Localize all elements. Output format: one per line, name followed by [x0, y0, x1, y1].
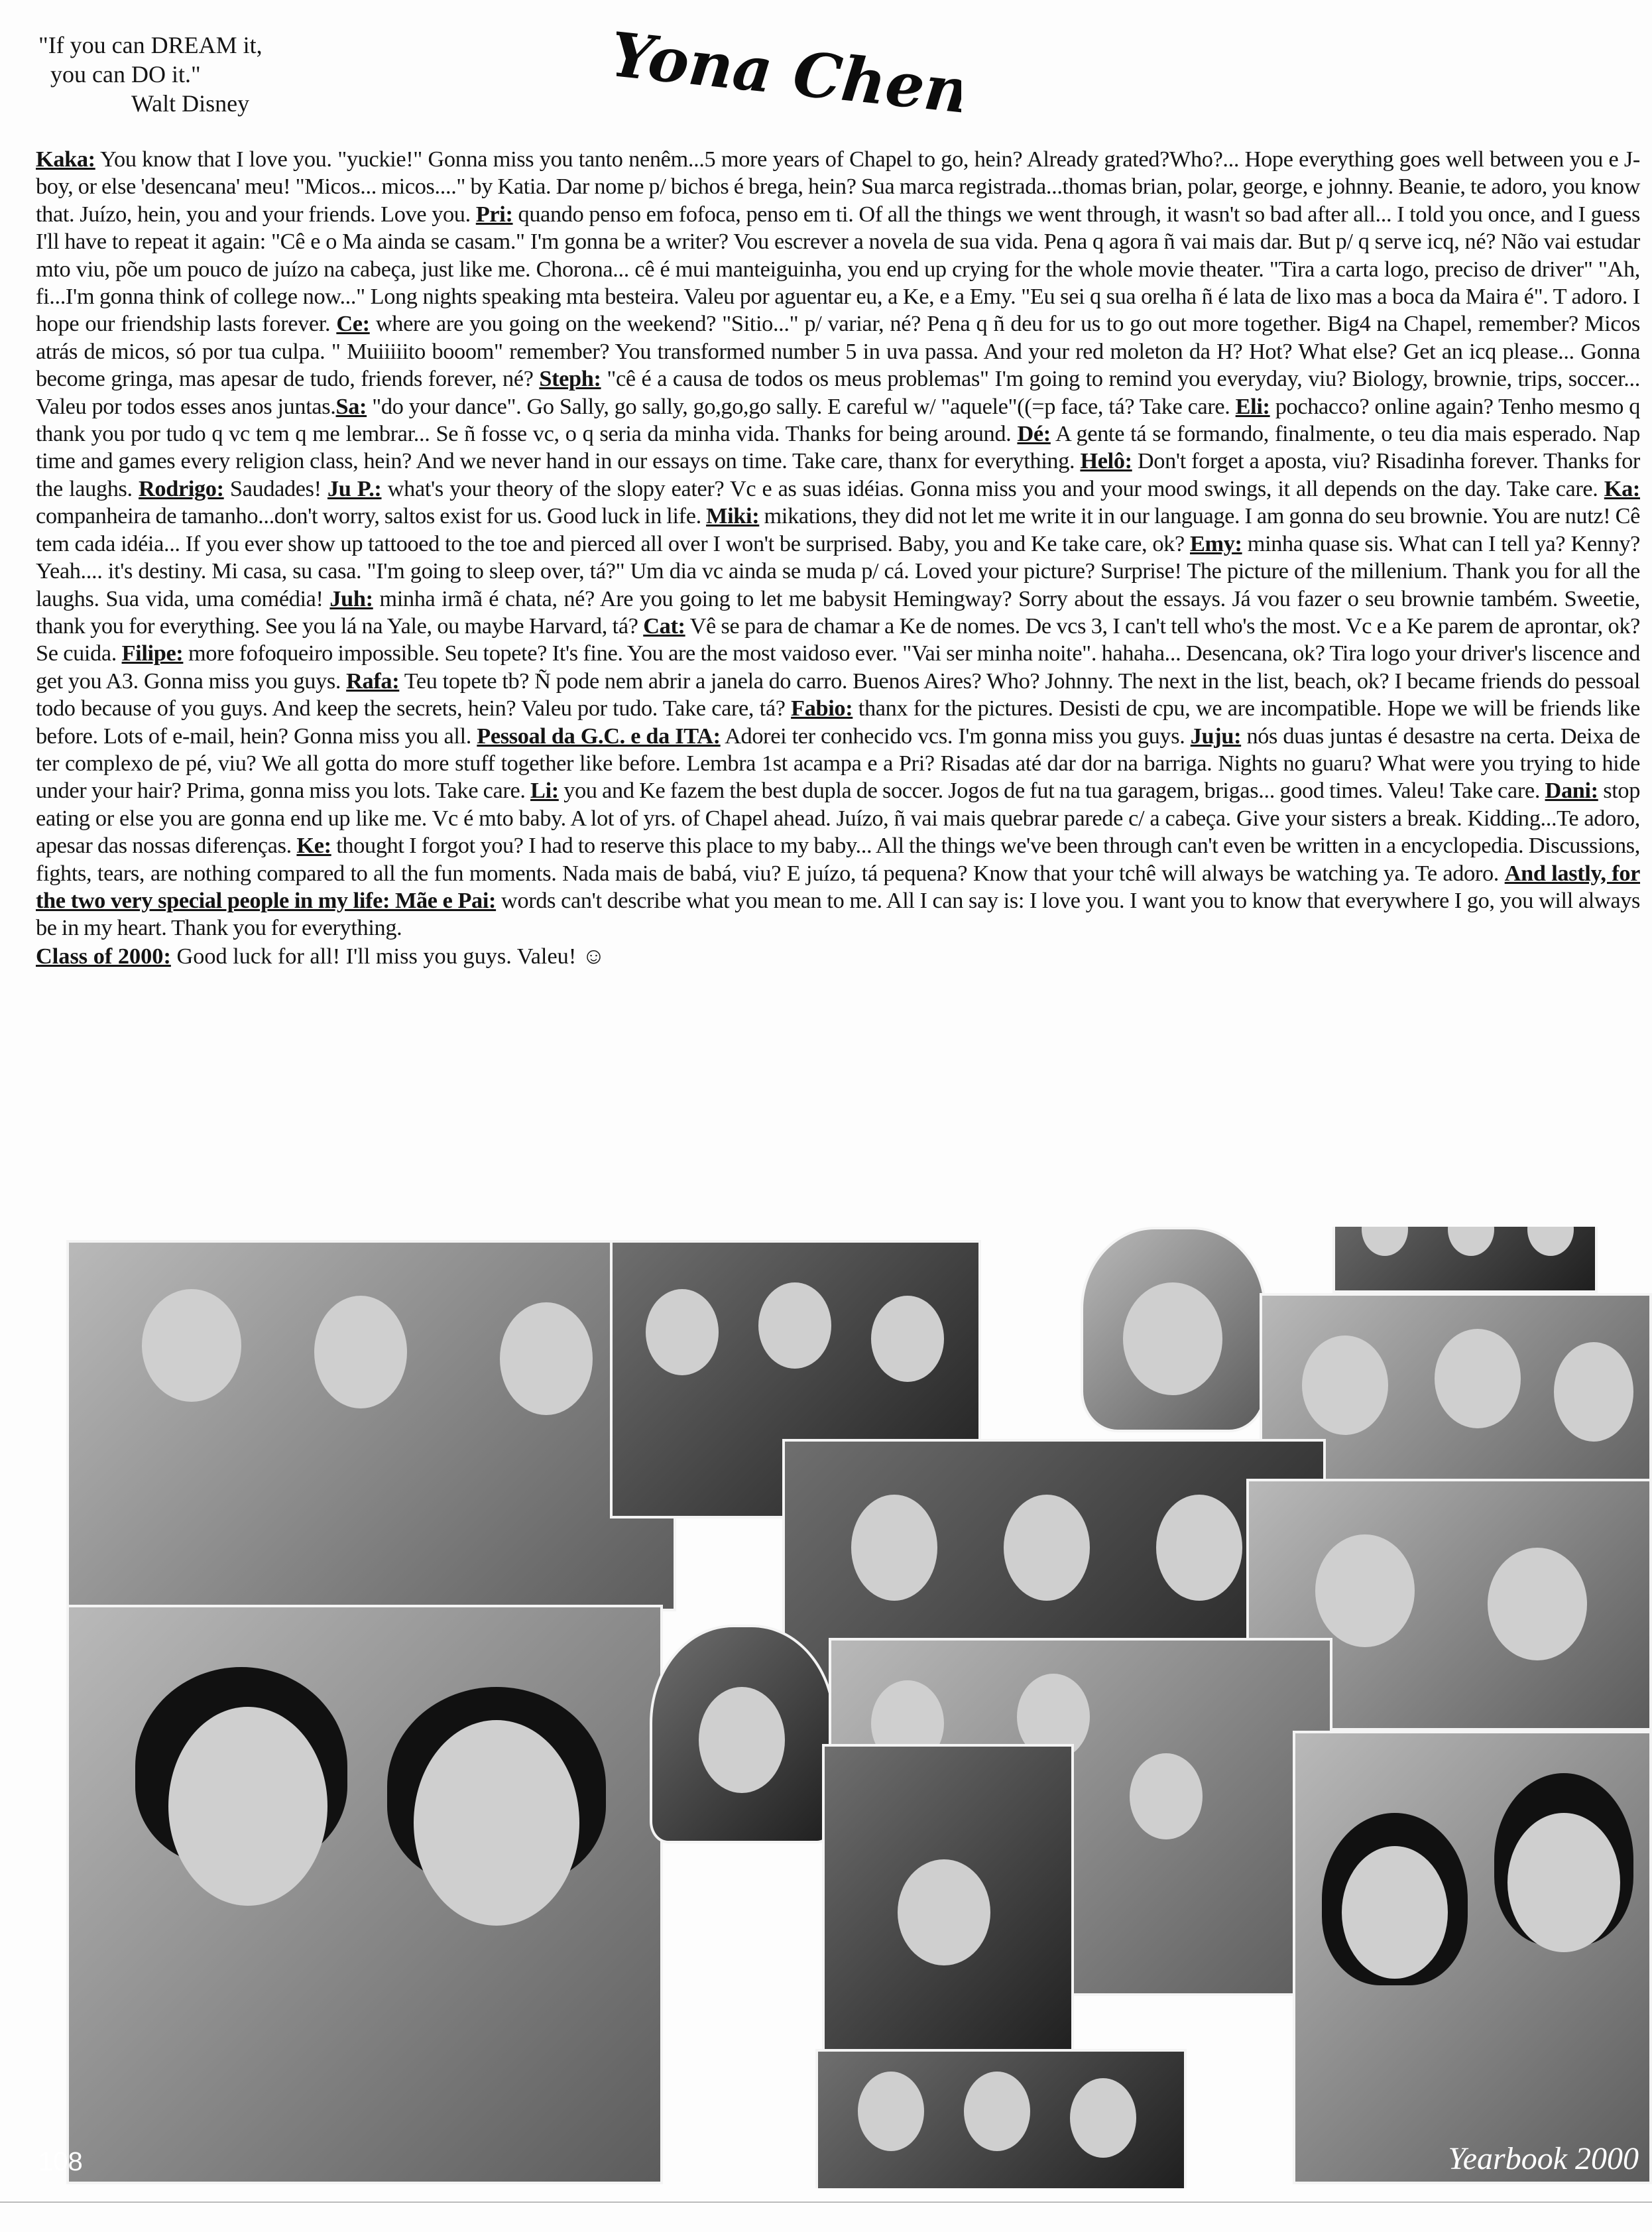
sign-off-name: Class of 2000:: [36, 944, 171, 969]
message-text: minha quase sis. What can I tell ya? Kenny? Yeah.... it's destiny. Mi casa, su casa. "I'm going to sleep over, tá?" Um dia vc ainda se muda p/ cá. Loved your picture? Surprise! The picture of the millenium. Thank you for all the laughs. Sua vida, uma comédia!: [36, 530, 1640, 611]
message-recipient-name: Ke:: [296, 833, 331, 859]
photo-boy-cap: [1081, 1227, 1266, 1432]
message-text: pochacco? online again? Tenho mesmo q thank you por tudo q vc tem q me lembrar... Se ñ fosse vc, o q seria da minha vida. Thanks for being around.: [36, 393, 1640, 447]
message-text: more fofoqueiro impossible. Seu topete? It's fine. You are the most vaidoso ever. "Vai ser minha noite". hahaha... Desencana, ok? Tira logo your driver's liscence and get you A3. Gonna miss you guys.: [36, 641, 1640, 694]
message-text: you and Ke fazem the best dupla de soccer. Jogos de fut na tua garagem, brigas... good times. Valeu! Take care.: [558, 778, 1545, 804]
message-recipient-name: Emy:: [1189, 530, 1242, 556]
message-text: quando penso em fofoca, penso em ti. Of all the things we went through, it wasn't so bad after all... I told you once, and I guess I'll have to repeat it again: "Cê e o Ma ainda se casam." I'm gonna be a writer? Vou escrever a novela de sua vida. Pena q agora ñ vai mais dar. But p/ q serve icq, né? Não vai estudar mto viu, põe um pouco de juízo na cabeça, just like me. Chorona... cê é mui manteiguinha, you end up crying for the whole movie theater. "Tira a carta logo, preciso de driver" "Ah, fi...I'm gonna think of college now..." Long nights speaking mta besteira. Valeu por aguentar eu, a Ke, e a Emy. "Eu sei q sua orelha ñ é lata de lixo mas a boca da Maira é". T adoro. I hope our friendship lasts forever.: [36, 201, 1640, 337]
message-recipient-name: Pessoal da G.C. e da ITA:: [477, 723, 721, 749]
page-title-graphic: [617, 20, 961, 126]
photo-boys-bottom: [815, 2049, 1187, 2188]
message-recipient-name: Filipe:: [121, 641, 184, 666]
page-number: 108: [38, 2147, 83, 2176]
message-recipient-name: Helô:: [1080, 448, 1132, 474]
yearbook-label: Yearbook 2000: [1448, 2141, 1639, 2176]
sign-off-text: Good luck for all! I'll miss you guys. Valeu! ☺: [170, 944, 605, 969]
message-recipient-name: Juh:: [329, 586, 373, 611]
message-recipient-name: Ju P.:: [327, 475, 382, 501]
message-text: You know that I love you. "yuckie!" Gonna miss you tanto nenêm...5 more years of Chapel to go, hein? Already grated?Who?... Hope everything goes well between you e J-boy, or else 'desencana' meu! "Micos... micos...." by Katia. Dar nome p/ bichos é brega, hein? Sua marca registrada...thomas brian, polar, george, e johnny. Beanie, te adoro, you know that. Juízo, hein, you and your friends. Love you.: [36, 147, 1640, 227]
photo-family: [66, 1240, 676, 1611]
quote-line-1: "If you can DREAM it,: [38, 32, 263, 58]
farewell-message: [36, 146, 1640, 942]
message-recipient-name: Pri:: [475, 201, 513, 227]
message-text: thought I forgot you? I had to reserve this place to my baby... All the things we've been through can't even be written in a encyclopedia. Discussions, fights, tears, are nothing compared to all the fun moments. Nada mais de babá, viu? E juízo, tá pequena? Know that your tchê will always be watching ya. Te adoro.: [36, 833, 1640, 886]
message-recipient-name: Dé:: [1017, 421, 1051, 447]
message-text: Don't forget a aposta, viu? Risadinha forever. Thanks for the laughs.: [36, 448, 1640, 501]
message-recipient-name: And lastly, for the two very special people in my life: Mãe e Pai:: [36, 860, 1641, 913]
sign-off: [36, 944, 605, 969]
message-recipient-name: Cat:: [643, 613, 685, 639]
message-text: A gente tá se formando, finalmente, o teu dia mais esperado. Nap time and games every religion class, hein? And we never hand in our essays on time. Take care, thanx for everything.: [36, 421, 1640, 474]
message-recipient-name: Ce:: [336, 311, 370, 337]
message-text: "cê é a causa de todos os meus problemas" I'm going to remind you everyday, viu? Biology, brownie, trips, soccer... Valeu por todos esses anos juntas.: [36, 366, 1640, 419]
message-recipient-name: Li:: [530, 778, 559, 804]
message-recipient-name: Ka:: [1604, 475, 1640, 501]
message-text: Saudades!: [223, 475, 327, 501]
message-text: Teu topete tb? Ñ pode nem abrir a janela do carro. Buenos Aires? Who? Johnny. The next in the list, beach, ok? I became friends do pessoal todo because of you guys. And keep the secrets, hein? Valeu por tudo. Take care, tá?: [36, 668, 1641, 721]
message-recipient-name: Miki:: [706, 503, 760, 529]
message-text: Vê se para de chamar a Ke de nomes. De vcs 3, I can't tell who's the most. Vc e a Ke parem de aprontar, ok? Se cuida.: [36, 613, 1640, 666]
photo-hat-person: [822, 1744, 1074, 2062]
photo-two-girls-2000: [1293, 1731, 1652, 2184]
page-bottom-rule: [0, 2201, 1652, 2203]
photo-small-corner: [1332, 1227, 1598, 1293]
message-text: minha irmã é chata, né? Are you going to let me babysit Hemingway? Sorry about the essays. Já vou fazer o seu brownie também. Sweetie, thank you for everything. See you lá na Yale, ou maybe Harvard, tá?: [36, 586, 1640, 639]
message-text: mikations, they did not let me write it in our language. I am gonna do seu brownie. You are nutz! Cê tem cada idéia... If you ever show up tattooed to the toe and pierced all over I won't be surprised. Baby, you and Ke take care, ok?: [36, 503, 1640, 556]
message-text: words can't describe what you mean to me. All I can say is: I love you. I want you to know that everywhere I go, you will always be in my heart. Thank you for everything.: [36, 887, 1640, 941]
message-text: Adorei ter conhecido vcs. I'm gonna miss you guys.: [720, 723, 1191, 749]
photo-collage: [66, 1227, 1652, 2188]
quote-line-2: you can DO it.": [50, 61, 201, 88]
message-recipient-name: Steph:: [539, 366, 601, 392]
message-recipient-name: Kaka:: [36, 147, 95, 172]
message-recipient-name: Rodrigo:: [139, 475, 224, 501]
page-title: [617, 20, 961, 126]
message-recipient-name: Fabio:: [791, 696, 853, 721]
photo-girl-portrait: [650, 1625, 835, 1843]
message-recipient-name: Eli:: [1235, 393, 1270, 419]
message-recipient-name: Rafa:: [346, 668, 400, 694]
photo-two-friends-large: [66, 1605, 663, 2184]
message-text: where are you going on the weekend? "Sitio..." p/ variar, né? Pena q ñ deu for us to go out more together. Big4 na Chapel, remember? Micos atrás de micos, só por tua culpa. " Muiiiiito booom" remember? You transformed number 5 in uva passa. And your red moleton da H? Hot? What else? Get an icq please... Gonna become gringa, mas apesar de tudo, friends forever, né?: [36, 311, 1640, 392]
message-text: stop eating or else you are gonna end up like me. Vc é mto baby. A lot of yrs. of Chapel ahead. Juízo, ñ vai mais quebrar parede c/ a cabeça. Give your sisters a break. Kidding...Te adoro, apesar das nossas diferenças.: [36, 778, 1640, 859]
page-title-text: Yona Chen: [617, 20, 961, 126]
message-text: companheira de tamanho...don't worry, saltos exist for us. Good luck in life.: [36, 503, 707, 529]
message-recipient-name: Sa:: [335, 393, 367, 419]
message-text: what's your theory of the slopy eater? Vc e as suas idéias. Gonna miss you and your mood swings, it all depends on the day. Take care.: [381, 475, 1604, 501]
message-recipient-name: Juju:: [1190, 723, 1242, 749]
message-text: thanx for the pictures. Desisti de cpu, we are incompatible. Hope we will be friends like before. Lots of e-mail, hein? Gonna miss you all.: [36, 696, 1640, 749]
message-recipient-name: Dani:: [1545, 778, 1598, 804]
epigraph-quote: [38, 31, 317, 118]
message-text: "do your dance". Go Sally, go sally, go,go,go sally. E careful w/ "aquele"((=p face, tá? Take care.: [367, 393, 1236, 419]
quote-author: Walt Disney: [131, 90, 250, 117]
message-text: nós duas juntas é desastre na certa. Deixa de ter complexo de pé, viu? We all gotta do more stuff together like before. Lembra 1st acampa e a Pri? Risadas até dar dor na barriga. Nights no guaru? What were you trying to hide under your hair? Prima, gonna miss you lots. Take care.: [36, 723, 1640, 804]
